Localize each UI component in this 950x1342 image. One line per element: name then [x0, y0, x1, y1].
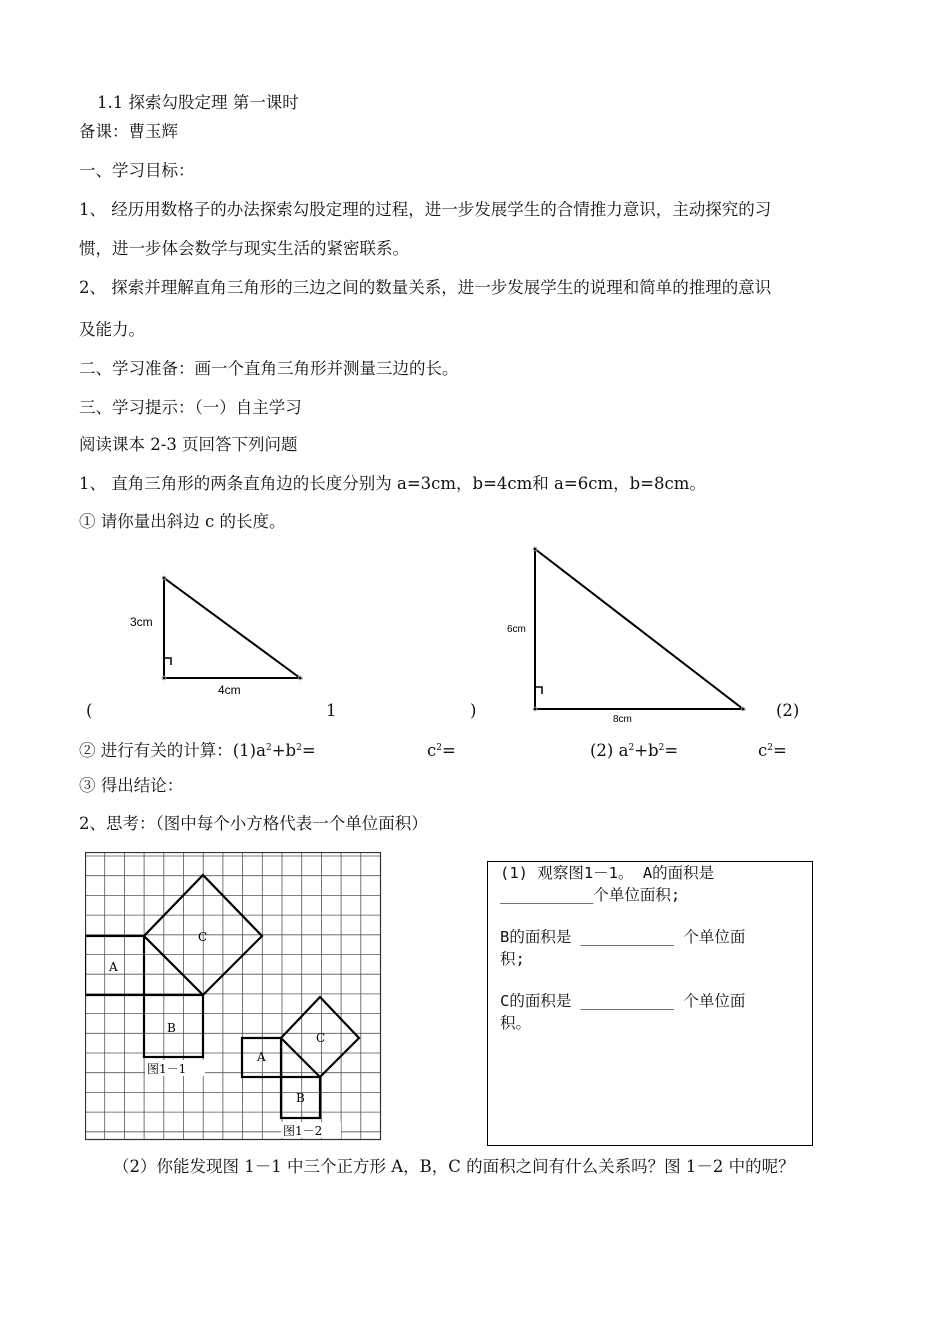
grid-figure [85, 852, 383, 1142]
question-1-step-2: ② 进行有关的计算：$(1)a^2+b^2=$ [79, 741, 316, 760]
figure-1-caption-right: ) [470, 701, 477, 720]
author-line: 备课：曹玉辉 [79, 122, 178, 141]
goals-heading: 一、学习目标： [79, 161, 195, 180]
figure-1-caption-left: ( [86, 701, 93, 720]
label-b-fig2: B [296, 1091, 305, 1105]
triangle-figure-2 [500, 540, 760, 730]
question-1: 1、 直角三角形的两条直角边的长度分别为 a=3cm，b=4cm和 a=6cm，b=8cm。 [79, 474, 706, 493]
triangle-figure-1 [120, 570, 320, 700]
label-b-fig1: B [167, 1021, 176, 1035]
goal-2-line-2: 及能力。 [79, 320, 145, 339]
goal-2-line-1: 2、 探索并理解直角三角形的三边之间的数量关系，进一步发展学生的说理和简单的推理的意识 [79, 278, 772, 297]
triangle-1-side-b-label: 4cm [218, 683, 241, 697]
box-line-1: (1) 观察图1－1。 A的面积是 [500, 864, 715, 882]
box-line-2: __________个单位面积; [500, 886, 681, 904]
caption-fig1-1: 图1－1 [147, 1062, 187, 1076]
goal-1-line-2: 惯，进一步体会数学与现实生活的紧密联系。 [79, 239, 409, 258]
observation-box [487, 861, 813, 1146]
calc-part-2: (2) $a^2+b^2=$ [590, 741, 679, 760]
label-a-fig2: A [257, 1050, 266, 1064]
question-2-part-2: （2）你能发现图 1－1 中三个正方形 A，B，C 的面积之间有什么关系吗？图 1－2 中的呢？ [113, 1157, 795, 1176]
box-line-3: B的面积是 __________ 个单位面 [500, 928, 746, 946]
goal-1-line-1: 1、 经历用数格子的办法探索勾股定理的过程，进一步发展学生的合情推力意识，主动探究的习 [79, 200, 772, 219]
hints-line: 三、学习提示：（一）自主学习 [79, 398, 302, 417]
question-1-step-3: ③ 得出结论： [79, 776, 184, 795]
label-c-fig1: C [198, 930, 208, 944]
box-line-4: 积; [500, 950, 525, 968]
read-line: 阅读课本 2-3 页回答下列问题 [79, 435, 298, 454]
calc-prefix: ② 进行有关的计算：(1)a [79, 741, 266, 760]
triangle-2-side-b-label: 8cm [613, 714, 632, 725]
question-1-step-1: ① 请你量出斜边 c 的长度。 [79, 512, 286, 531]
calc-c2-2: $c^2=$ [758, 741, 787, 760]
figure-2-caption: (2) [776, 701, 800, 720]
label-c-fig2: C [316, 1031, 326, 1045]
triangle-2-side-a-label: 6cm [507, 624, 526, 635]
question-2: 2、思考：（图中每个小方格代表一个单位面积） [79, 814, 428, 833]
box-line-6: 积。 [500, 1014, 532, 1032]
page-title: 1.1 探索勾股定理 第一课时 [97, 93, 299, 112]
box-line-5: C的面积是 __________ 个单位面 [500, 992, 746, 1010]
calc-c2-1: $c^2=$ [427, 741, 456, 760]
figure-1-caption-number: 1 [326, 701, 337, 720]
triangle-1-side-a-label: 3cm [130, 615, 153, 629]
label-a-fig1: A [109, 960, 118, 974]
prep-line: 二、学习准备：画一个直角三角形并测量三边的长。 [79, 359, 459, 378]
caption-fig1-2: 图1－2 [283, 1124, 323, 1138]
